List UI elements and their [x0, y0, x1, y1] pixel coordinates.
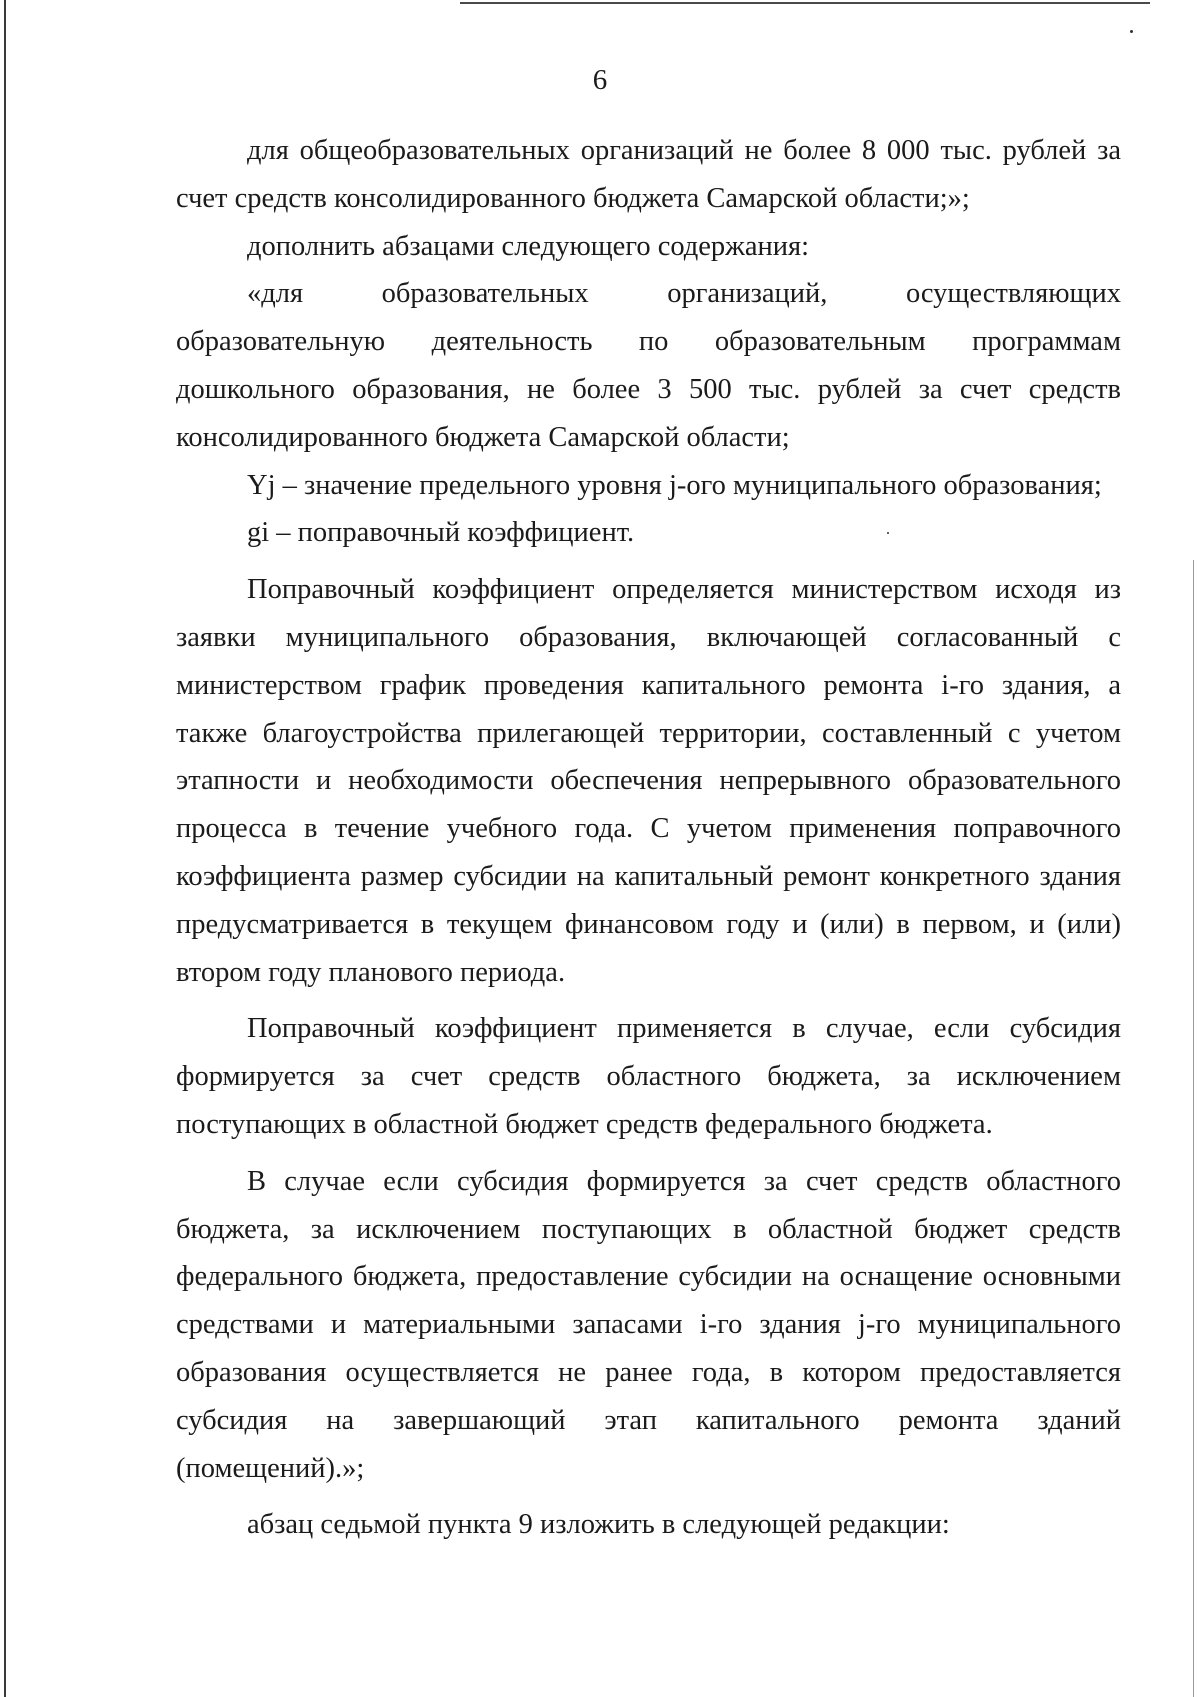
scan-edge-left [4, 0, 6, 1697]
scan-edge-right [1193, 560, 1194, 1697]
paragraph: для общеобразовательных организаций не более 8 000 тыс. рублей за счет средств консолидированного бюджета Самарской области;»; [176, 135, 1121, 214]
paragraph: Поправочный коэффициент применяется в случае, если субсидия формируется за счет средств областного бюджета, за исключением поступающих в областной бюджет средств федерального бюджета. [176, 1013, 1121, 1140]
page-number: 6 [592, 64, 608, 96]
paragraph: В случае если субсидия формируется за счет средств областного бюджета, за исключением поступающих в областной бюджет средств федерального бюджета, предоставление субсидии на оснащение основными средствами и материальными запасами i-го здания j-го муниципального образования осуществляется не ранее года, в котором предоставляется субсидия на завершающий этап капитального ремонта зданий (помещений).»; [176, 1165, 1121, 1484]
paragraph: Yj – значение предельного уровня j-ого муниципального образования; [247, 469, 1102, 501]
paragraph: «для образовательных организаций, осуществляющих образовательную деятельность по образовательным программам дошкольного образования, не более 3 500 тыс. рублей за счет средств консолидированного бюджета Самарской области; [176, 278, 1121, 453]
scan-edge-top [460, 2, 1150, 4]
document-body [176, 127, 1121, 1549]
scan-speck [1130, 30, 1133, 33]
paragraph: gi – поправочный коэффициент. [247, 517, 635, 549]
paragraph: дополнить абзацами следующего содержания: [247, 230, 810, 262]
paragraph: Поправочный коэффициент определяется министерством исходя из заявки муниципального образования, включающей согласованный с министерством график проведения капитального ремонта i-го здания, а также благоустройства прилегающей территории, составленный с учетом этапности и необходимости обеспечения непрерывного образовательного процесса в течение учебного года. С учетом применения поправочного коэффициента размер субсидии на капитальный ремонт конкретного здания предусматривается в текущем финансовом году и (или) в первом, и (или) втором году планового периода. [176, 574, 1121, 988]
paragraph: абзац седьмой пункта 9 изложить в следующей редакции: [247, 1509, 950, 1541]
